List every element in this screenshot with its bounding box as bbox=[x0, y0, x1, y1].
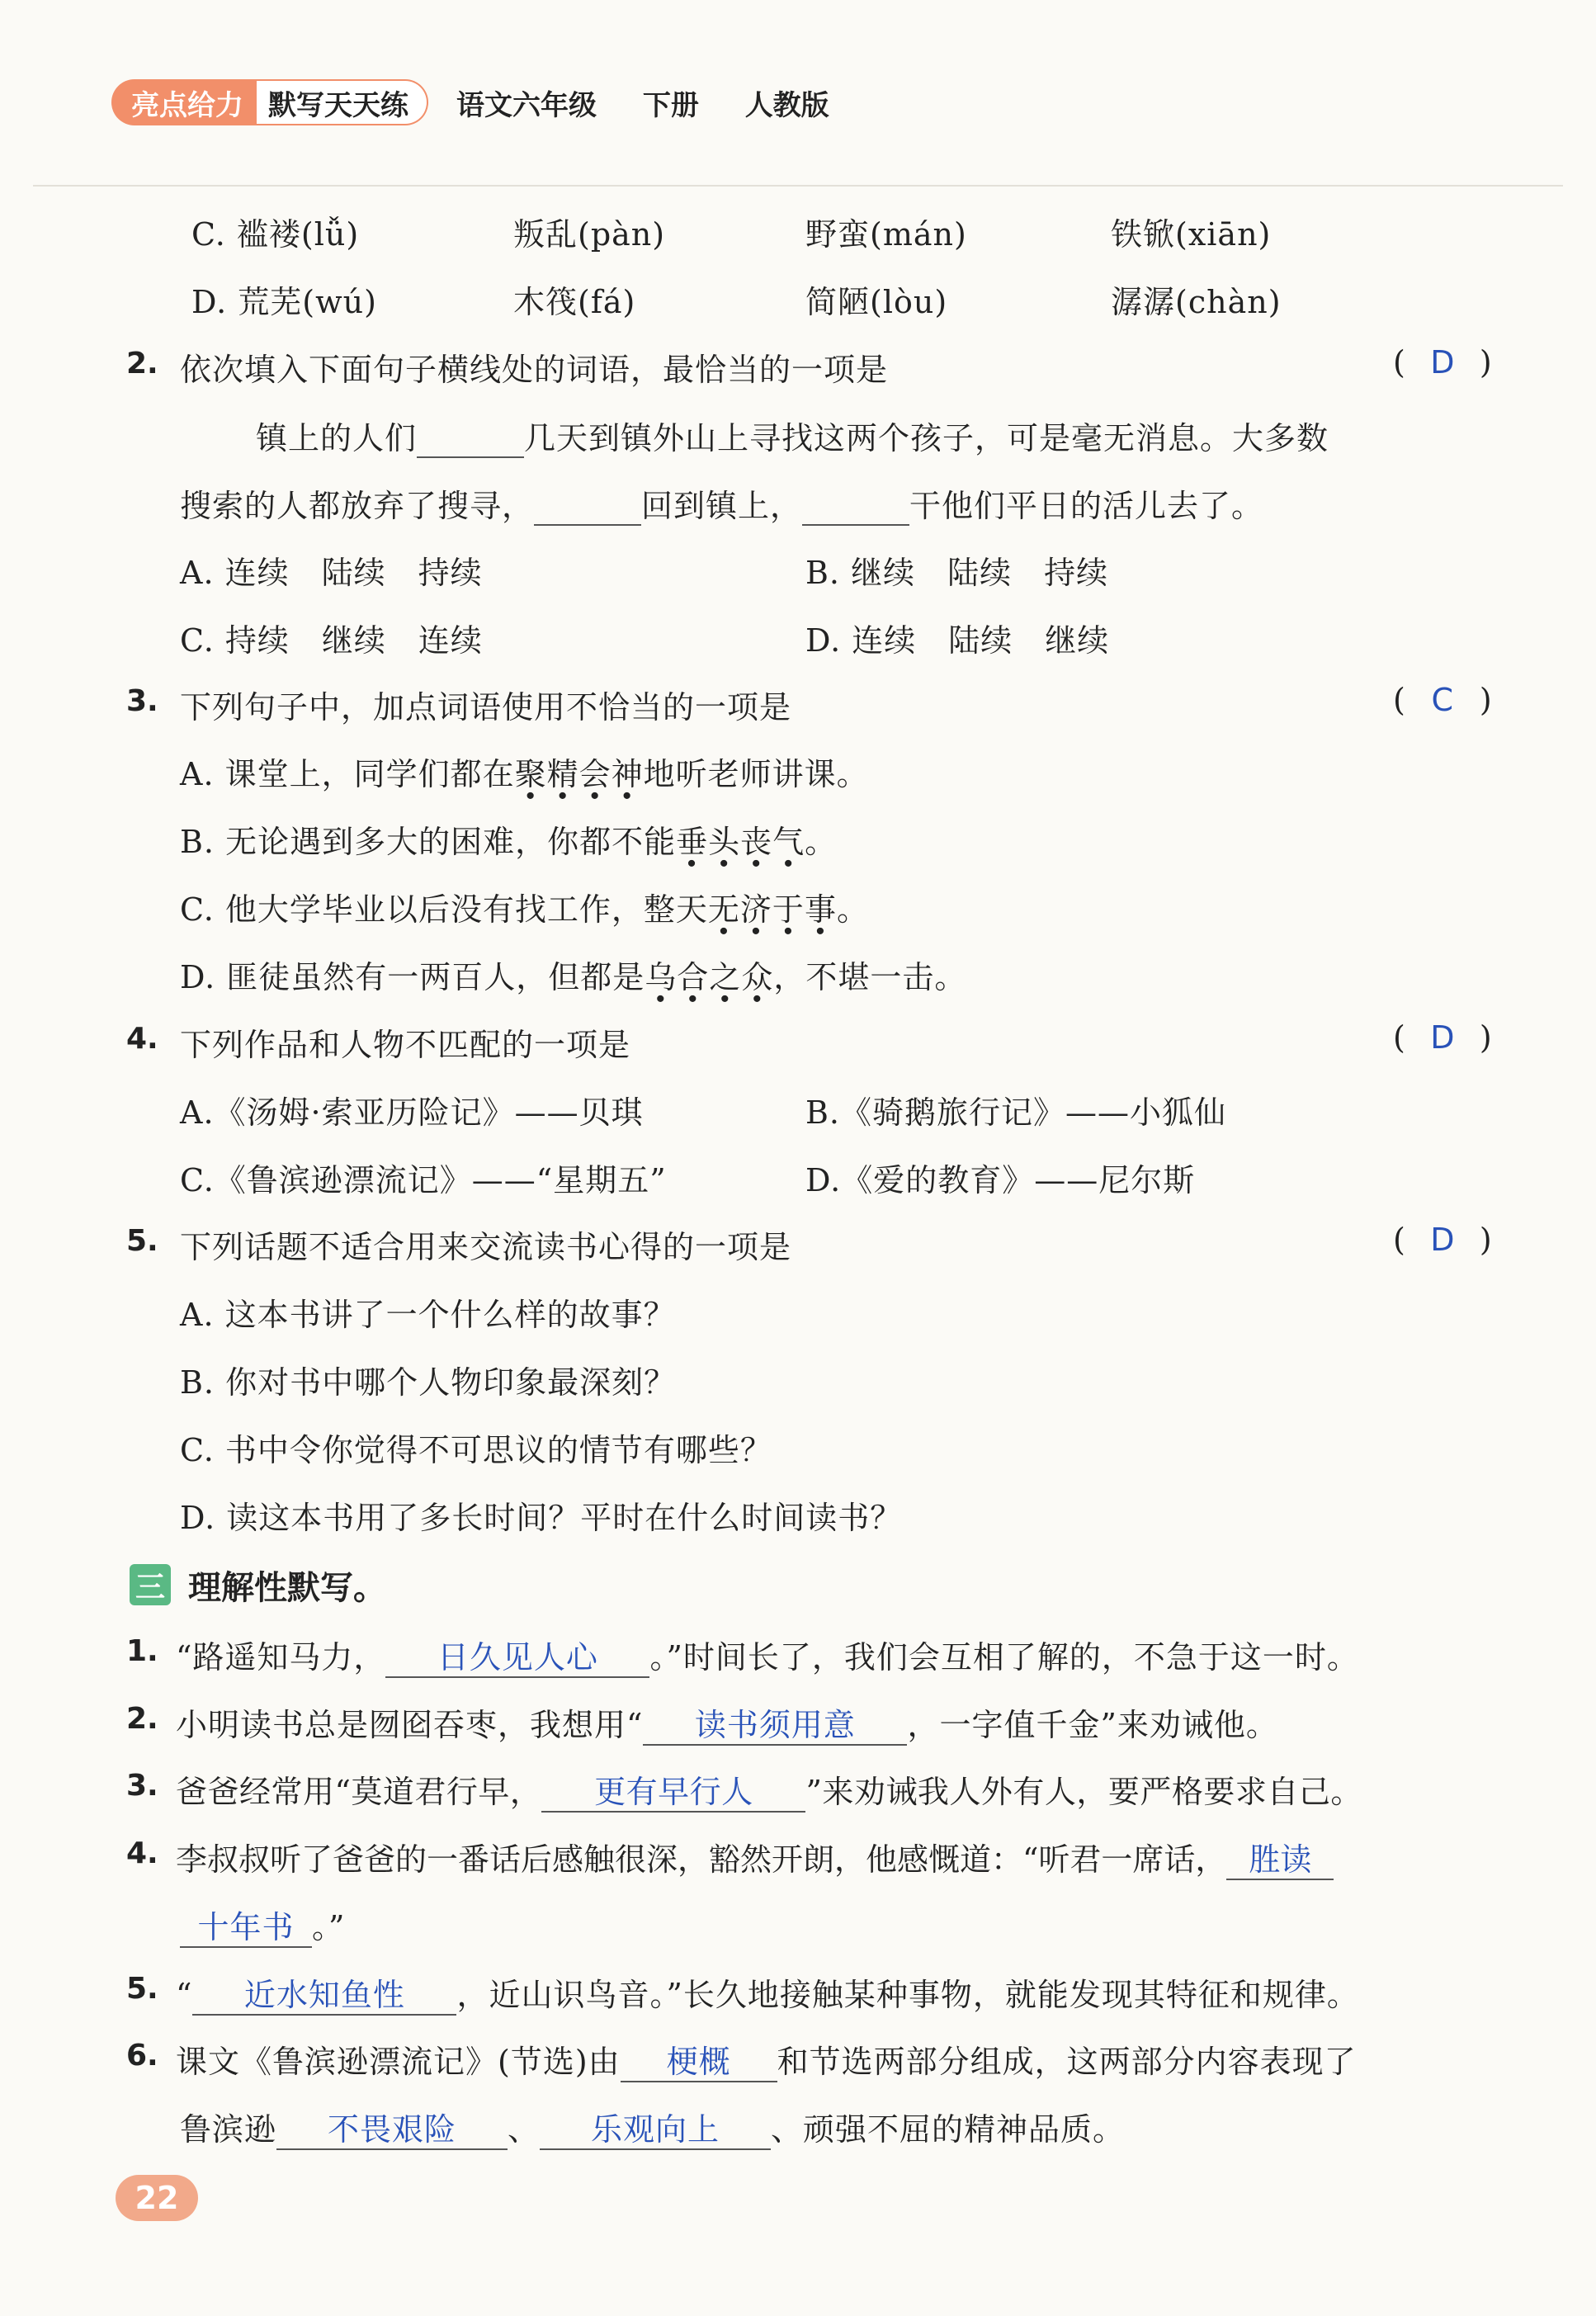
fill1-answer: 日久见人心 bbox=[385, 1640, 649, 1678]
fill4-line-1 bbox=[176, 1834, 1334, 1880]
q1-option-d-word-1: D. 荒芜(wú) bbox=[191, 284, 377, 320]
q4-option-b: B.《骑鹅旅行记》——小狐仙 bbox=[805, 1094, 1227, 1131]
q4-option-c: C.《鲁滨逊漂流记》——“星期五” bbox=[180, 1162, 667, 1198]
q3-number: 3. bbox=[126, 684, 158, 718]
q2-passage-line-1 bbox=[256, 413, 1329, 458]
q4-option-a: A.《汤姆·索亚历险记》——贝琪 bbox=[180, 1094, 644, 1131]
fill6-pre: 课文《鲁滨逊漂流记》(节选)由 bbox=[176, 2044, 621, 2080]
dotted-char: 无 bbox=[707, 891, 740, 928]
q4-number: 4. bbox=[126, 1022, 158, 1056]
q3-c-pre: C. 他大学毕业以后没有找工作，整天 bbox=[180, 891, 708, 928]
q2-answer-bracket: ( D ) bbox=[1393, 344, 1492, 380]
q2-option-a: A. 连续 陆续 持续 bbox=[180, 555, 483, 591]
fill3-line bbox=[176, 1766, 1362, 1813]
q3-c-dotted bbox=[708, 891, 837, 928]
q3-option-b bbox=[180, 816, 837, 862]
dotted-char: 头 bbox=[708, 824, 741, 860]
dotted-char: 气 bbox=[772, 824, 805, 860]
q1-option-c-word-1: C. 褴褛(lǚ) bbox=[191, 216, 360, 253]
q1-option-c-word-4: 铁锨(xiān) bbox=[1111, 216, 1272, 253]
q1-option-d-word-3: 简陋(lòu) bbox=[805, 284, 948, 320]
q2-stem: 依次填入下面句子横线处的词语，最恰当的一项是 bbox=[180, 352, 889, 388]
q5-option-b: B. 你对书中哪个人物印象最深刻？ bbox=[180, 1364, 677, 1401]
q5-option-a: A. 这本书讲了一个什么样的故事？ bbox=[180, 1297, 676, 1333]
q3-a-post: 地听老师讲课。 bbox=[643, 756, 869, 792]
dotted-char: 乌 bbox=[645, 959, 678, 995]
fill6-mid1: 和节选两部分组成，这两部分内容表现了 bbox=[777, 2044, 1357, 2080]
fill6-mid2: 、 bbox=[508, 2111, 541, 2148]
fill2-pre: 小明读书总是囫囵吞枣，我想用“ bbox=[176, 1707, 644, 1743]
q2-passage-1b: 几天到镇外山上寻找这两个孩子，可是毫无消息。大多数 bbox=[524, 420, 1329, 456]
q3-c-post: 。 bbox=[836, 891, 869, 928]
fill3-answer: 更有早行人 bbox=[541, 1775, 805, 1813]
q2-blank-2 bbox=[534, 488, 641, 526]
q4-answer: D bbox=[1430, 1019, 1455, 1056]
fill5-pre: “ bbox=[176, 1977, 193, 2013]
fill6-pre2: 鲁滨逊 bbox=[180, 2111, 277, 2148]
fill2-number: 2. bbox=[126, 1702, 158, 1736]
q3-d-post: ，不堪一击。 bbox=[773, 959, 967, 995]
fill6-answer-3: 乐观向上 bbox=[540, 2112, 771, 2150]
q4-answer-bracket: ( D ) bbox=[1393, 1019, 1492, 1056]
q4-option-d: D.《爱的教育》——尼尔斯 bbox=[805, 1162, 1196, 1198]
fill1-post: 。”时间长了，我们会互相了解的，不急于这一时。 bbox=[649, 1639, 1359, 1676]
q2-option-d: D. 连续 陆续 继续 bbox=[805, 622, 1110, 659]
fill2-line bbox=[176, 1699, 1278, 1746]
fill5-line bbox=[176, 1969, 1359, 2016]
q5-answer-bracket: ( D ) bbox=[1393, 1222, 1492, 1258]
q3-option-a bbox=[180, 749, 869, 794]
q3-option-d bbox=[180, 952, 966, 997]
section-title: 理解性默写。 bbox=[188, 1569, 386, 1607]
dotted-char: 神 bbox=[611, 756, 644, 792]
page-header bbox=[111, 76, 866, 129]
header-divider bbox=[33, 185, 1563, 187]
dotted-char: 于 bbox=[772, 891, 805, 928]
fill6-line-2 bbox=[180, 2104, 1125, 2150]
fill1-line bbox=[176, 1632, 1359, 1678]
brand-left: 亮点给力 bbox=[111, 79, 257, 125]
q4-stem: 下列作品和人物不匹配的一项是 bbox=[180, 1027, 631, 1063]
fill6-line-1 bbox=[176, 2036, 1357, 2082]
q2-blank-3 bbox=[802, 488, 909, 526]
q1-option-d-word-4: 潺潺(chàn) bbox=[1111, 284, 1282, 320]
dotted-char: 精 bbox=[546, 756, 579, 792]
fill6-post: 、顽强不屈的精神品质。 bbox=[771, 2111, 1126, 2148]
q2-number: 2. bbox=[126, 347, 158, 380]
fill4-post: 。” bbox=[312, 1909, 346, 1945]
q3-a-dotted bbox=[515, 756, 644, 792]
header-meta bbox=[456, 83, 866, 123]
fill4-number: 4. bbox=[126, 1836, 158, 1870]
fill5-number: 5. bbox=[126, 1972, 158, 2006]
q3-a-pre: A. 课堂上，同学们都在 bbox=[180, 756, 515, 792]
q5-option-c: C. 书中令你觉得不可思议的情节有哪些？ bbox=[180, 1432, 772, 1468]
q2-answer: D bbox=[1430, 344, 1455, 380]
q3-answer-bracket: ( C ) bbox=[1393, 682, 1492, 718]
fill4-answer-1: 胜读 bbox=[1226, 1842, 1334, 1880]
fill3-pre: 爸爸经常用“莫道君行早， bbox=[176, 1774, 542, 1810]
q1-option-c-word-2: 叛乱(pàn) bbox=[513, 216, 666, 253]
fill2-answer: 读书须用意 bbox=[643, 1708, 907, 1746]
subject-label: 语文六年级 bbox=[456, 88, 597, 122]
q2-passage-line-2 bbox=[180, 480, 1263, 526]
q3-b-post: 。 bbox=[805, 824, 838, 860]
dotted-char: 会 bbox=[578, 756, 611, 792]
q5-answer: D bbox=[1430, 1222, 1455, 1258]
dotted-char: 济 bbox=[739, 891, 772, 928]
brand-right: 默写天天练 bbox=[257, 79, 428, 125]
q3-b-pre: B. 无论遇到多大的困难，你都不能 bbox=[180, 824, 677, 860]
q2-passage-2b: 回到镇上， bbox=[641, 488, 803, 524]
q5-stem: 下列话题不适合用来交流读书心得的一项是 bbox=[180, 1229, 792, 1265]
fill6-answer-1: 梗概 bbox=[621, 2044, 777, 2082]
dotted-char: 众 bbox=[741, 959, 774, 995]
fill5-answer: 近水知鱼性 bbox=[192, 1978, 456, 2016]
section-number-icon: 三 bbox=[130, 1564, 171, 1605]
fill4-answer-2: 十年书 bbox=[180, 1910, 312, 1948]
fill4-line-2 bbox=[180, 1902, 345, 1948]
fill6-number: 6. bbox=[126, 2039, 158, 2073]
q3-stem: 下列句子中，加点词语使用不恰当的一项是 bbox=[180, 689, 792, 726]
q1-option-d-word-2: 木筏(fá) bbox=[513, 284, 636, 320]
q2-passage-1a: 镇上的人们 bbox=[256, 420, 418, 456]
volume-label: 下册 bbox=[642, 88, 699, 122]
q3-d-pre: D. 匪徒虽然有一两百人，但都是 bbox=[180, 959, 645, 995]
dotted-char: 之 bbox=[709, 959, 742, 995]
fill1-pre: “路遥知马力， bbox=[176, 1639, 386, 1676]
q3-answer: C bbox=[1431, 682, 1454, 718]
dotted-char: 合 bbox=[677, 959, 710, 995]
q2-option-b: B. 继续 陆续 持续 bbox=[805, 555, 1109, 591]
q3-option-c bbox=[180, 884, 869, 929]
q1-option-c-word-3: 野蛮(mán) bbox=[805, 216, 967, 253]
page-number: 22 bbox=[116, 2175, 198, 2221]
q3-b-dotted bbox=[676, 824, 805, 860]
fill3-post: ”来劝诫我人外有人，要严格要求自己。 bbox=[805, 1774, 1362, 1810]
q2-option-c: C. 持续 继续 连续 bbox=[180, 622, 483, 659]
dotted-char: 垂 bbox=[676, 824, 709, 860]
dotted-char: 聚 bbox=[514, 756, 547, 792]
dotted-char: 事 bbox=[804, 891, 837, 928]
fill6-answer-2: 不畏艰险 bbox=[276, 2112, 508, 2150]
fill1-number: 1. bbox=[126, 1634, 158, 1668]
q2-passage-2c: 干他们平日的活儿去了。 bbox=[909, 488, 1264, 524]
q3-d-dotted bbox=[645, 959, 773, 995]
q2-passage-2a: 搜索的人都放弃了搜寻， bbox=[180, 488, 535, 524]
dotted-char: 丧 bbox=[740, 824, 773, 860]
fill3-number: 3. bbox=[126, 1769, 158, 1803]
fill2-post: ，一字值千金”来劝诫他。 bbox=[907, 1707, 1278, 1743]
q5-number: 5. bbox=[126, 1224, 158, 1258]
fill5-post: ，近山识鸟音。”长久地接触某种事物，就能发现其特征和规律。 bbox=[456, 1977, 1359, 2013]
q2-blank-1 bbox=[417, 420, 524, 458]
fill4-pre: 李叔叔听了爸爸的一番话后感触很深，豁然开朗，他感慨道：“听君一席话， bbox=[176, 1841, 1227, 1878]
q5-option-d: D. 读这本书用了多长时间？平时在什么时间读书？ bbox=[180, 1500, 903, 1536]
edition-label: 人教版 bbox=[744, 88, 829, 122]
